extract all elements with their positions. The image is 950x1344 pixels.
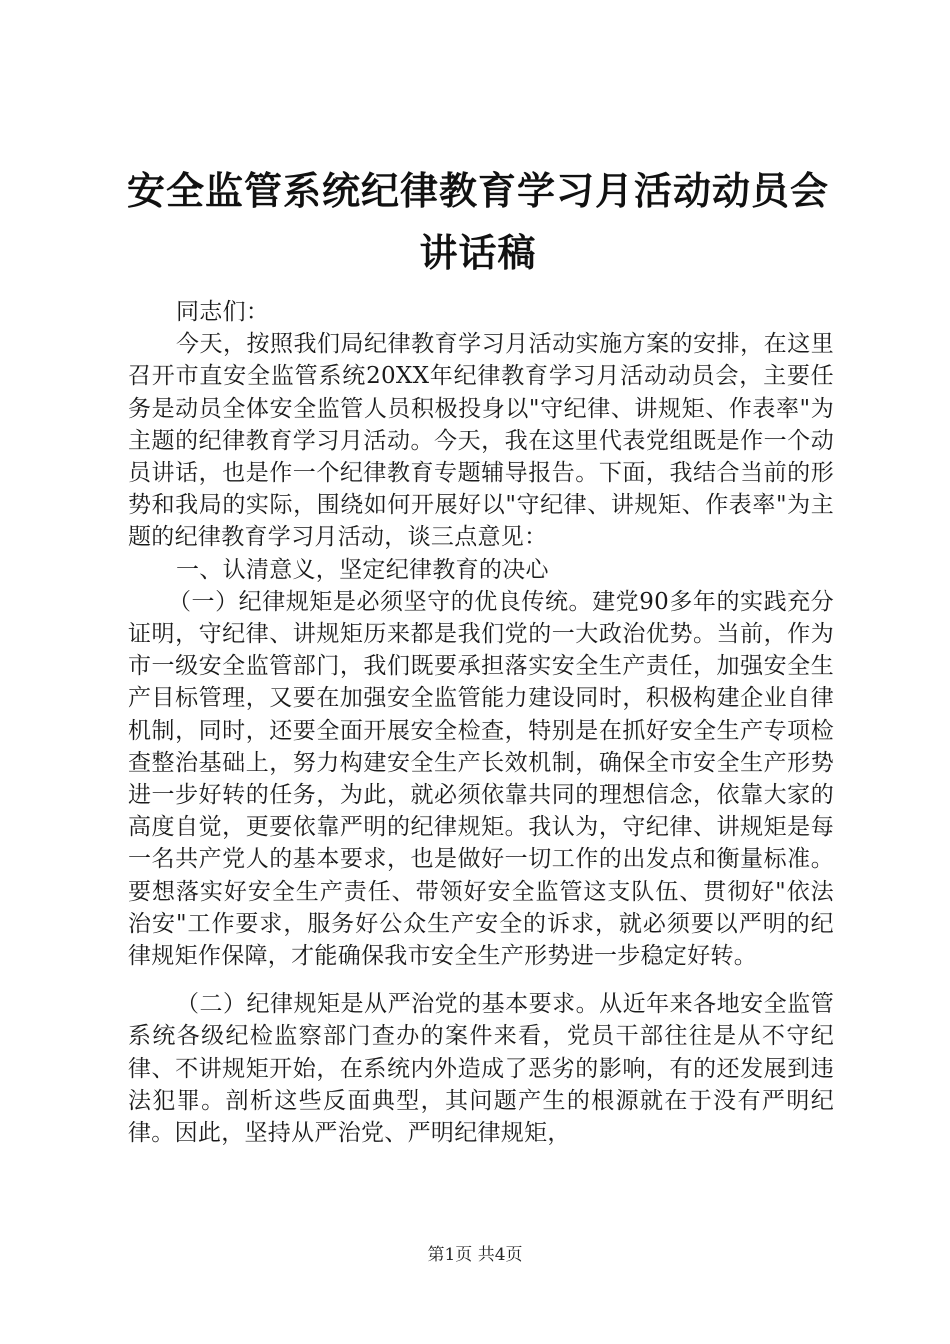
paragraph-section-1-2: （二）纪律规矩是从严治党的基本要求。从近年来各地安全监管系统各级纪检监察部门查办的案件来看，党员干部往往是从不守纪律、不讲规矩开始，在系统内外造成了恶劣的影响，有的还发展到违法犯罪。剖析这些反面典型，其问题产生的根源就在于没有严明纪律。因此，坚持从严治党、严明纪律规矩， — [128, 991, 834, 1147]
paragraph-intro: 今天，按照我们局纪律教育学习月活动实施方案的安排，在这里召开市直安全监管系统20XX年纪律教育学习月活动动员会，主要任务是动员全体安全监管人员积极投身以"守纪律、讲规矩、作表率"为主题的纪律教育学习月活动。今天，我在这里代表党组既是作一个动员讲话，也是作一个纪律教育专题辅导报告。下面，我结合当前的形势和我局的实际，围绕如何开展好以"守纪律、讲规矩、作表率"为主题的纪律教育学习月活动，谈三点意见： — [128, 331, 834, 551]
page-footer: 第1页 共4页 — [427, 1245, 523, 1265]
paragraph-gap — [128, 972, 834, 988]
document-body — [128, 296, 834, 1149]
paragraph-section-1-1: （一）纪律规矩是必须坚守的优良传统。建党90多年的实践充分证明，守纪律、讲规矩历来都是我们党的一大政治优势。当前，作为市一级安全监管部门，我们既要承担落实安全生产责任，加强安全生产目标管理，又要在加强安全监管能力建设同时，积极构建企业自律机制，同时，还要全面开展安全检查，特别是在抓好安全生产专项检查整治基础上，努力构建安全生产长效机制，确保全市安全生产形势进一步好转的任务，为此，就必须依靠共同的理想信念，依靠大家的高度自觉，更要依靠严明的纪律规矩。我认为，守纪律、讲规矩是每一名共产党人的基本要求，也是做好一切工作的出发点和衡量标准。要想落实好安全生产责任、带领好安全监管这支队伍、贯彻好"依法治安"工作要求，服务好公众生产安全的诉求，就必须要以严明的纪律规矩作保障，才能确保我市安全生产形势进一步稳定好转。 — [128, 588, 834, 970]
document-title: 安全监管系统纪律教育学习月活动动员会讲话稿 — [126, 168, 829, 275]
salutation: 同志们： — [176, 299, 270, 325]
section-heading-1: 一、认清意义，坚定纪律教育的决心 — [176, 556, 549, 583]
